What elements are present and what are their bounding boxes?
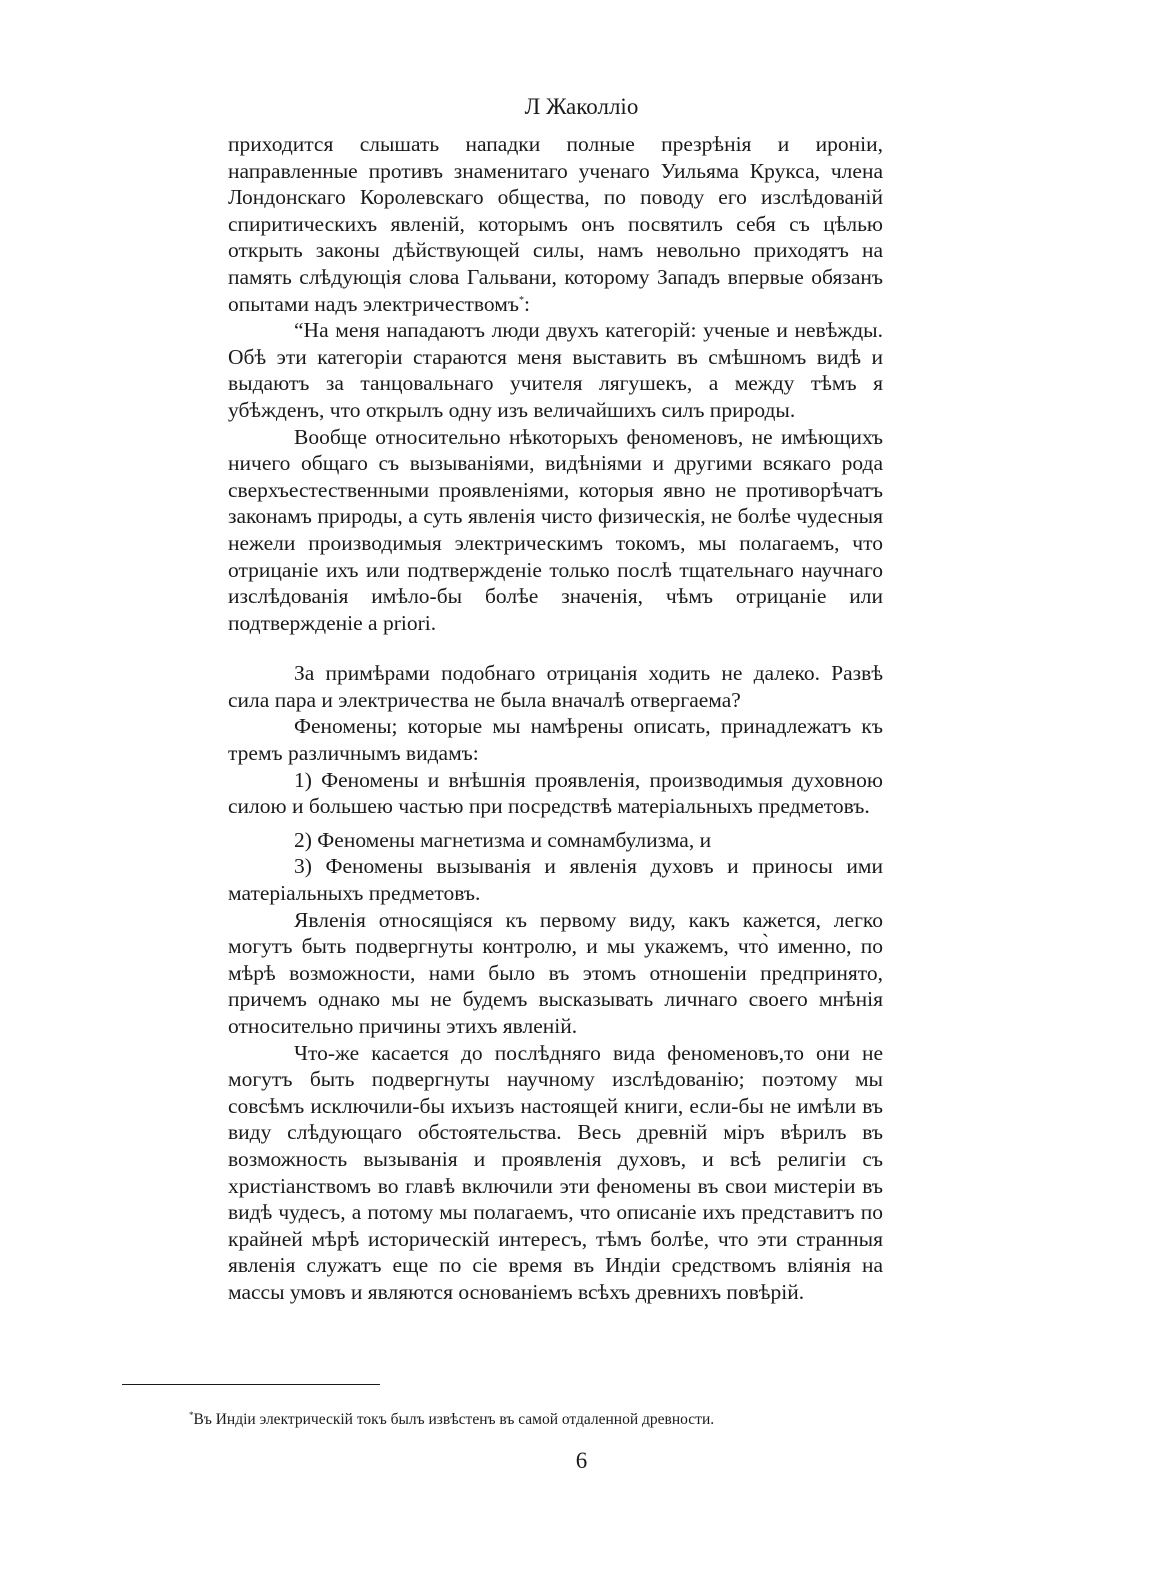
paragraph-2-quote: “На меня нападаютъ люди двухъ категорій: ученые и невѣжды. Обѣ эти категоріи стараются меня выставить въ смѣшномъ видѣ и выдаютъ за танцовальнаго учителя лягушекъ, а между тѣмъ я убѣжденъ, что открылъ одну изъ величайшихъ силъ природы.: [228, 318, 883, 422]
footnote-text: Въ Индіи электрическій токъ былъ извѣстенъ въ самой отдаленной древности.: [193, 1411, 715, 1428]
paragraph-1-text: приходится слышать нападки полные презрѣнія и ироніи, направленные противъ знаменитаго ученаго Уильяма Крукса, члена Лондонскаго Королевскаго общества, по поводу его изслѣдованій спиритическихъ явленій, которымъ онъ посвятилъ себя съ цѣлью открыть законы дѣйствующей силы, намъ невольно приходятъ на память слѣдующія слова Гальвани, которому Западъ впервые обязанъ опытами надъ электричествомъ: [228, 132, 883, 316]
running-header: [0, 92, 1163, 122]
main-text: [228, 131, 883, 1306]
paragraph-5: Феномены; которые мы намѣрены описать, принадлежатъ къ тремъ различнымъ видамъ:: [228, 714, 883, 766]
footnote-reference[interactable]: *: [518, 294, 524, 306]
paragraph-1: [228, 131, 883, 317]
list-item-1: 1) Феномены и внѣшнія проявленія, производимыя духовною силою и большею частью при посредствѣ матеріальныхъ предметовъ.: [228, 767, 883, 819]
footnote-marker: *: [189, 1409, 194, 1420]
page-number: 6: [575, 1448, 588, 1473]
paragraph-4: За примѣрами подобнаго отрицанія ходить не далеко. Развѣ сила пара и электричества не была вначалѣ отвергаема?: [228, 661, 883, 712]
footnote: [189, 1410, 989, 1430]
running-title: Л Жаколліо: [524, 94, 639, 119]
paragraph-3: Вообще относительно нѣкоторыхъ феноменовъ, не имѣющихъ ничего общаго съ вызываніями, видѣніями и другими всякаго рода сверхъестественными проявленіями, которыя явно не противорѣчатъ законамъ природы, а суть явленія чисто физическія, не болѣе чудесныя нежели производимыя электрическимъ токомъ, мы полагаемъ, что отрицаніе ихъ или подтвержденіе только послѣ тщательнаго научнаго изслѣдованія имѣло-бы болѣе значенія, чѣмъ отрицаніе или подтвержденіе a priori.: [228, 424, 883, 635]
paragraph-6: Явленія относящіяся къ первому виду, какъ кажется, легко могутъ быть подвергнуты контролю, и мы укажемъ, что̀ именно, по мѣрѣ возможности, нами было въ этомъ отношеніи предпринято, причемъ однако мы не будемъ высказывать личнаго своего мнѣнія относительно причины этихъ явленій.: [228, 907, 883, 1038]
footnote-divider: [122, 1384, 380, 1385]
paragraph-7: Что-же касается до послѣдняго вида феноменовъ,то они не могутъ быть подвергнуты научному изслѣдованію; поэтому мы совсѣмъ исключили-бы ихъизъ настоящей книги, если-бы не имѣли въ виду слѣдующаго обстоятельства. Весь древній міръ вѣрилъ въ возможность вызыванія и проявленія духовъ, и всѣ религіи съ христіанствомъ во главѣ включили эти феномены въ свои мистеріи въ видѣ чудесъ, а потому мы полагаемъ, что описаніе ихъ представитъ по крайней мѣрѣ историческій интересъ, тѣмъ болѣе, что эти странныя явленія служатъ еще по сіе время въ Индіи средствомъ вліянія на массы умовъ и являются основаніемъ всѣхъ древнихъ повѣрій.: [228, 1040, 883, 1304]
list-item-2: 2) Феномены магнетизма и сомнамбулизма, и: [294, 827, 712, 852]
list-item-3: 3) Феномены вызыванія и явленія духовъ и приносы ими матеріальныхъ предметовъ.: [228, 854, 883, 906]
paragraph-1-tail: :: [523, 291, 530, 316]
